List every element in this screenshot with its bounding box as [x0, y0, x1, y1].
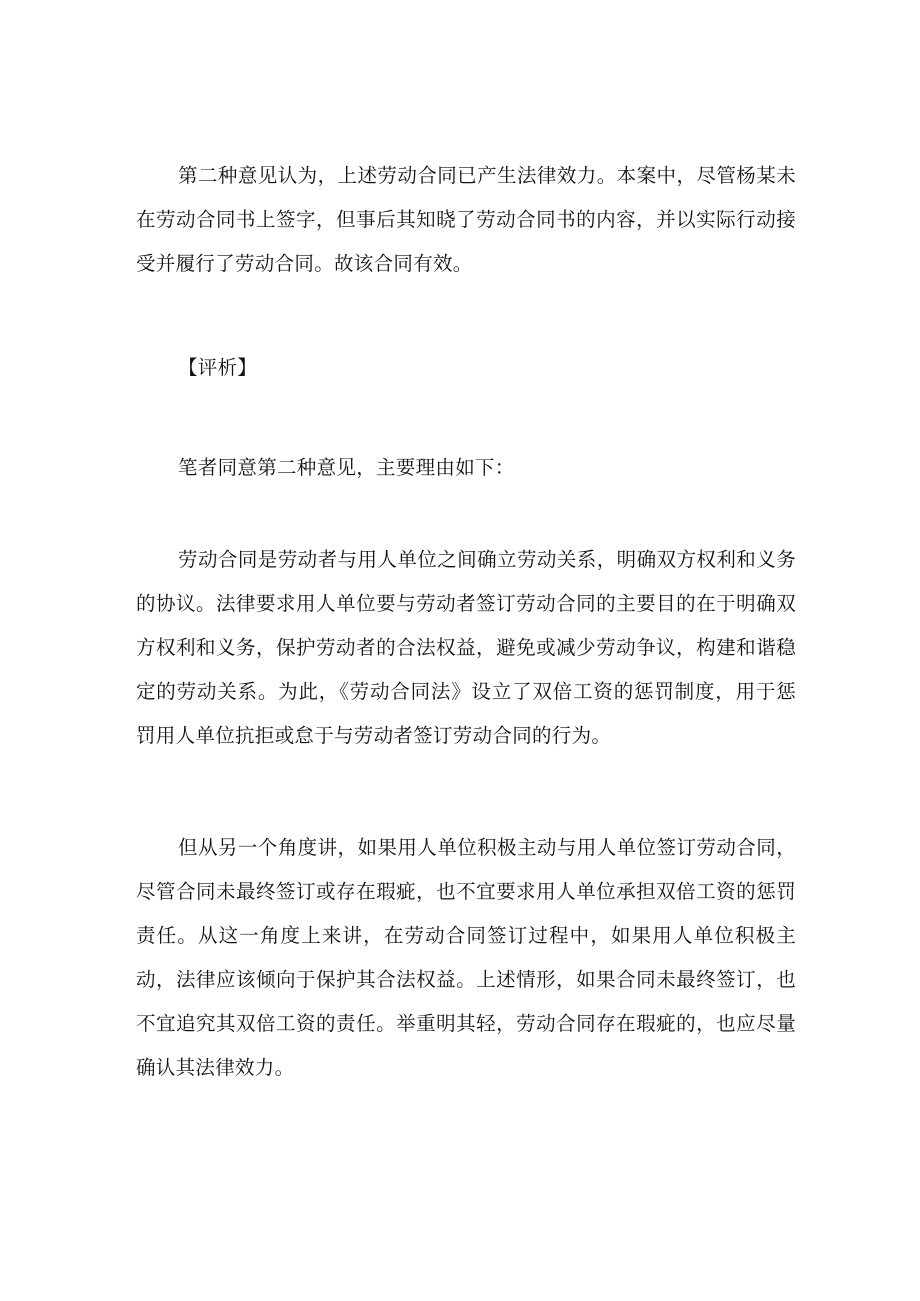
section-heading-analysis: 【评析】: [178, 356, 258, 379]
paragraph-another-perspective: 但从另一个角度讲，如果用人单位积极主动与用人单位签订劳动合同，尽管合同未最终签订或存在瑕疵，也不宜要求用人单位承担双倍工资的惩罚责任。从这一角度上来讲，在劳动合同签订过程中，如果用人单位积极主动，法律应该倾向于保护其合法权益。上述情形，如果合同未最终签订，也不宜追究其双倍工资的责任。举重明其轻，劳动合同存在瑕疵的，也应尽量确认其法律效力。: [136, 836, 796, 1079]
paragraph-author-agrees: 笔者同意第二种意见，主要理由如下：: [178, 456, 515, 479]
paragraph-labor-contract-definition: 劳动合同是劳动者与用人单位之间确立劳动关系，明确双方权利和义务的协议。法律要求用人单位要与劳动者签订劳动合同的主要目的在于明确双方权利和义务，保护劳动者的合法权益，避免或减少劳动争议，构建和谐稳定的劳动关系。为此，《劳动合同法》设立了双倍工资的惩罚制度，用于惩罚用人单位抗拒或怠于与劳动者签订劳动合同的行为。: [136, 548, 796, 747]
paragraph-second-opinion: 第二种意见认为，上述劳动合同已产生法律效力。本案中，尽管杨某未在劳动合同书上签字，但事后其知晓了劳动合同书的内容，并以实际行动接受并履行了劳动合同。故该合同有效。: [136, 164, 796, 275]
